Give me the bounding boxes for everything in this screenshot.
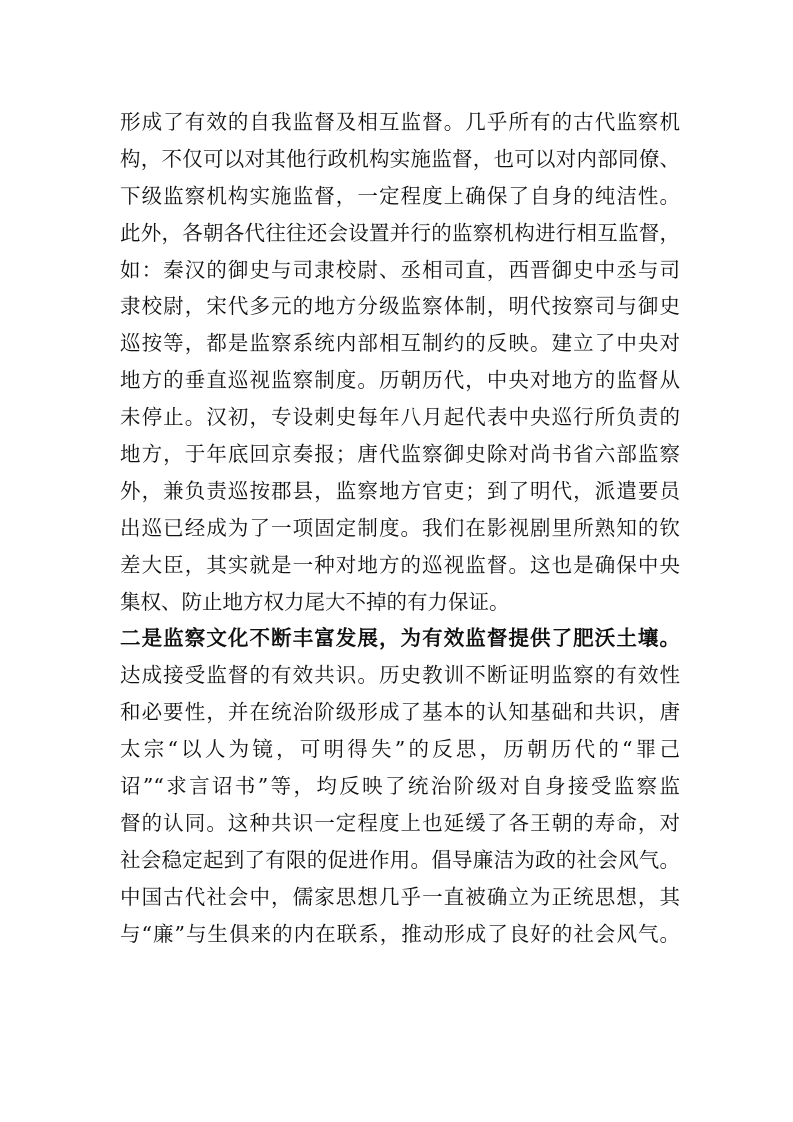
text-line: 此外，各朝各代往往还会设置并行的监察机构进行相互监督， — [120, 220, 680, 245]
text-line: 如：秦汉的御史与司隶校尉、丞相司直，西晋御史中丞与司 — [120, 257, 680, 282]
text-line: 地方，于年底回京奏报；唐代监察御史除对尚书省六部监察 — [120, 442, 680, 467]
text-line: 太宗“以人为镜，可明得失”的反思，历朝历代的“罪己 — [120, 737, 680, 762]
text-line: 和必要性，并在统治阶级形成了基本的认知基础和共识，唐 — [120, 700, 680, 725]
text-line: 构，不仅可以对其他行政机构实施监督，也可以对内部同僚、 — [120, 146, 680, 171]
text-line: 下级监察机构实施监督，一定程度上确保了自身的纯洁性。 — [120, 183, 680, 208]
text-line: 出巡已经成为了一项固定制度。我们在影视剧里所熟知的钦 — [120, 515, 680, 540]
section-heading: 二是监察文化不断丰富发展，为有效监督提供了肥沃土壤。 — [120, 626, 680, 651]
text-line: 集权、防止地方权力尾大不掉的有力保证。 — [120, 589, 510, 614]
text-line: 未停止。汉初，专设刺史每年八月起代表中央巡行所负责的 — [120, 405, 680, 430]
body-text — [120, 104, 680, 952]
text-line: 与“廉”与生俱来的内在联系，推动形成了良好的社会风气。 — [120, 921, 680, 946]
text-line: 地方的垂直巡视监察制度。历朝历代，中央对地方的监督从 — [120, 368, 680, 393]
text-line: 社会稳定起到了有限的促进作用。倡导廉洁为政的社会风气。 — [120, 847, 680, 872]
text-line: 诏”“求言诏书”等，均反映了统治阶级对自身接受监察监 — [120, 774, 680, 799]
text-line: 中国古代社会中，儒家思想几乎一直被确立为正统思想，其 — [120, 884, 680, 909]
text-line: 外，兼负责巡按郡县，监察地方官吏；到了明代，派遣要员 — [120, 478, 680, 503]
text-line: 差大臣，其实就是一种对地方的巡视监督。这也是确保中央 — [120, 552, 680, 577]
text-line: 达成接受监督的有效共识。历史教训不断证明监察的有效性 — [120, 663, 680, 688]
text-line: 督的认同。这种共识一定程度上也延缓了各王朝的寿命，对 — [120, 810, 680, 835]
text-line: 隶校尉，宋代多元的地方分级监察体制，明代按察司与御史 — [120, 294, 680, 319]
text-line: 巡按等，都是监察系统内部相互制约的反映。建立了中央对 — [120, 331, 680, 356]
text-line: 形成了有效的自我监督及相互监督。几乎所有的古代监察机 — [120, 110, 680, 134]
